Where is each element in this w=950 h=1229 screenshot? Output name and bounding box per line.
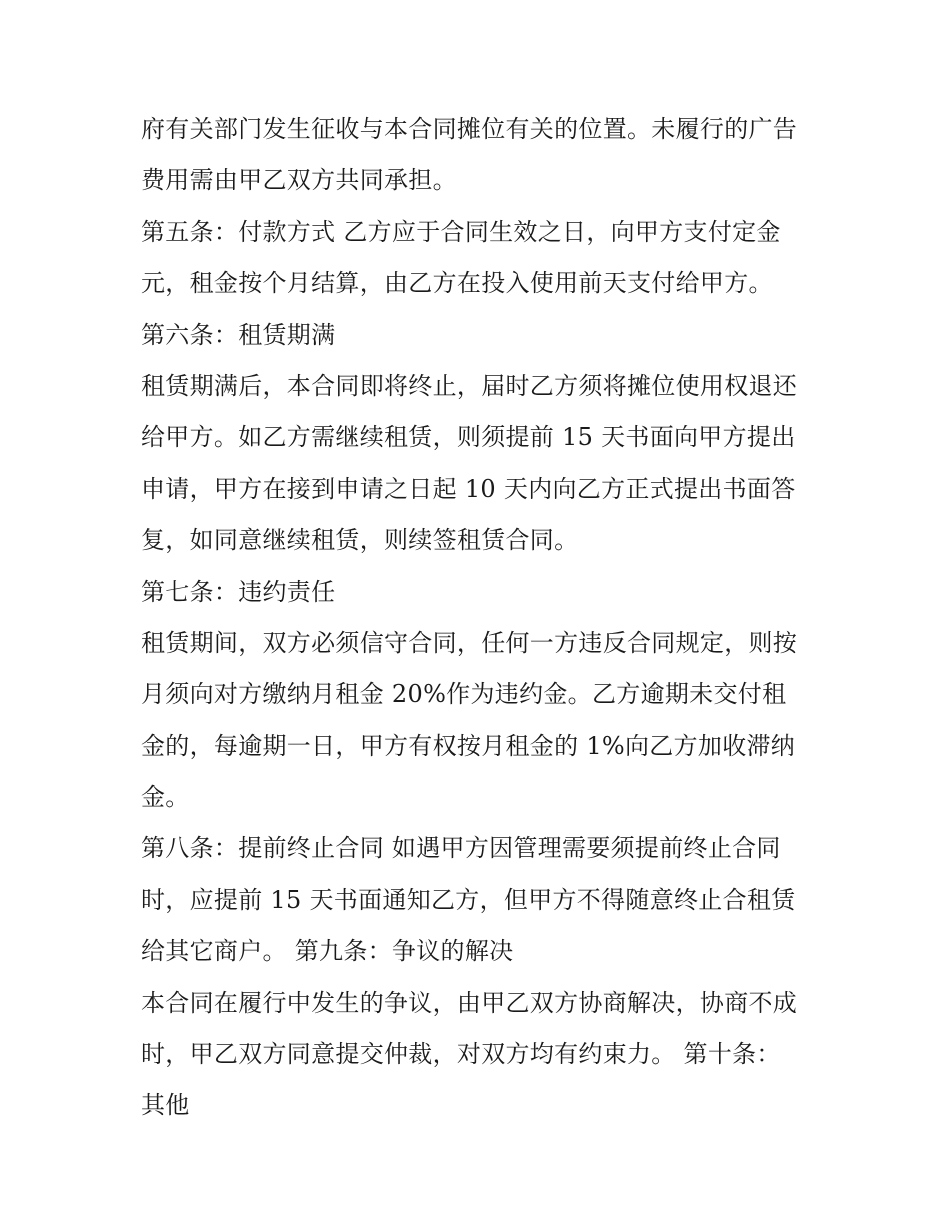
text-line: 月须向对方缴纳月租金 20%作为违约金。乙方逾期未交付租 [141, 680, 787, 709]
article-heading-line: 第七条：违约责任 [141, 577, 336, 606]
text-line: 给甲方。如乙方需继续租赁，则须提前 15 天书面向甲方提出 [141, 423, 796, 452]
text-line: 其他 [141, 1091, 190, 1120]
text-line: 金。 [141, 783, 190, 812]
text-line: 租赁期间，双方必须信守合同，任何一方违反合同规定，则按 [141, 628, 798, 657]
text-line: 给其它商户。 第九条：争议的解决 [141, 937, 514, 966]
text-line: 费用需由甲乙双方共同承担。 [141, 166, 457, 195]
text-line: 金的，每逾期一日，甲方有权按月租金的 1%向乙方加收滞纳 [141, 731, 796, 760]
article-heading-line: 第八条：提前终止合同 如遇甲方因管理需要须提前终止合同 [141, 834, 781, 863]
contract-text [141, 104, 821, 1132]
text-line: 府有关部门发生征收与本合同摊位有关的位置。未履行的广告 [141, 115, 798, 143]
article-heading-line: 第五条：付款方式 乙方应于合同生效之日，向甲方支付定金 [141, 217, 781, 246]
text-line: 租赁期满后，本合同即将终止，届时乙方须将摊位使用权退还 [141, 371, 798, 400]
article-heading-line: 第六条：租赁期满 [141, 320, 336, 349]
text-line: 复，如同意继续租赁，则续签租赁合同。 [141, 526, 579, 555]
text-line: 申请，甲方在接到申请之日起 10 天内向乙方正式提出书面答 [141, 474, 796, 503]
text-line: 元，租金按个月结算，由乙方在投入使用前天支付给甲方。 [141, 269, 773, 298]
text-line: 时，甲乙双方同意提交仲裁，对双方均有约束力。 第十条： [141, 1040, 781, 1069]
text-line: 本合同在履行中发生的争议，由甲乙双方协商解决，协商不成 [141, 988, 798, 1017]
text-line: 时，应提前 15 天书面通知乙方，但甲方不得随意终止合租赁 [141, 885, 796, 914]
